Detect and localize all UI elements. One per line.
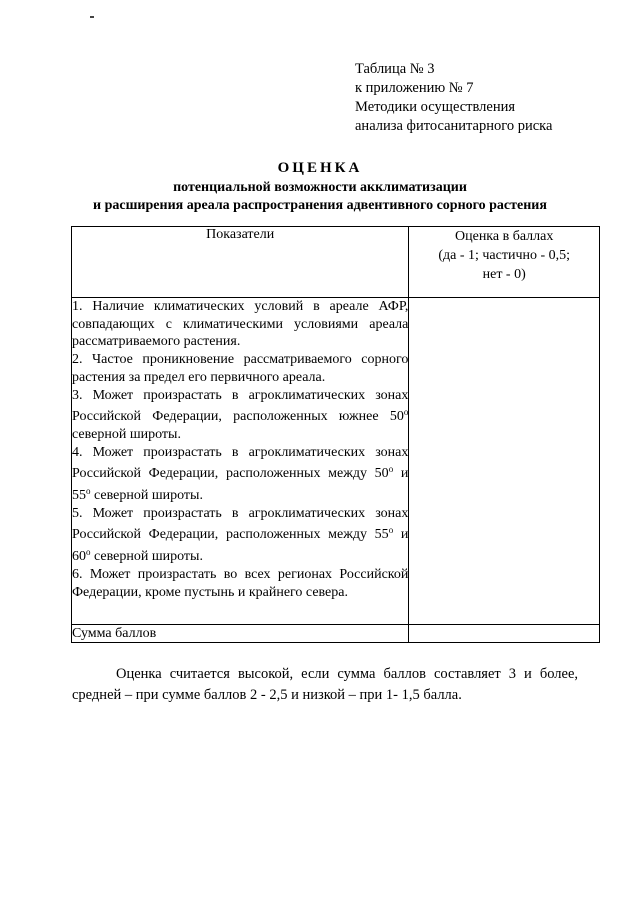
sum-label: Сумма баллов [72,625,409,643]
table-row-sum [72,625,600,643]
table-row-indicators [72,298,600,625]
indicator-item-5: 5. Может произрастать в агроклиматических зонах Российской Федерации, расположенных между $55^о$ и $60^о$ северной широты. [72,505,409,565]
column-header-score [409,227,600,298]
score-header-line2: (да - 1; частично - 0,5; [438,248,571,263]
header-table-number: Таблица № 3 [355,61,435,77]
score-header-line3: нет - 0) [482,267,526,282]
score-header-line1: Оценка в баллах [455,229,554,244]
sum-value-cell [409,625,600,643]
document-subtitle-line2: и расширения ареала распространения адвентивного сорного растения [93,198,547,213]
document-title: ОЦЕНКА [277,160,363,176]
indicators-cell [72,298,409,625]
header-analysis: анализа фитосанитарного риска [355,118,553,134]
header-appendix: к приложению № 7 [355,80,474,96]
scoring-note: Оценка считается высокой, если сумма баллов составляет 3 и более, средней – при сумме баллов 2 - 2,5 и низкой – при 1- 1,5 балла. [72,666,578,703]
indicator-item-2: 2. Частое проникновение рассматриваемого сорного растения за предел его первичного ареала. [72,352,409,385]
score-cell [409,298,600,625]
document-subtitle-line1: потенциальной возможности акклиматизации [173,180,467,195]
indicator-item-4: 4. Может произрастать в агроклиматических зонах Российской Федерации, расположенных между $50^о$ и $55^о$ северной широты. [72,444,409,504]
table-header-row [72,227,600,298]
assessment-table [71,226,600,643]
column-header-indicators: Показатели [72,227,409,298]
indicator-item-1: 1. Наличие климатических условий в ареале АФР, совпадающих с климатическими условиями ареала рассматриваемого растения. [72,299,409,350]
indicator-item-3: 3. Может произрастать в агроклиматических зонах Российской Федерации, расположенных южнее $50^о$ северной широты. [72,387,409,442]
scan-mark [90,16,94,18]
header-method: Методики осуществления [355,99,516,115]
attachment-header [355,60,552,136]
indicator-item-6: 6. Может произрастать во всех регионах Российской Федерации, кроме пустынь и крайнего севера. [72,566,409,600]
